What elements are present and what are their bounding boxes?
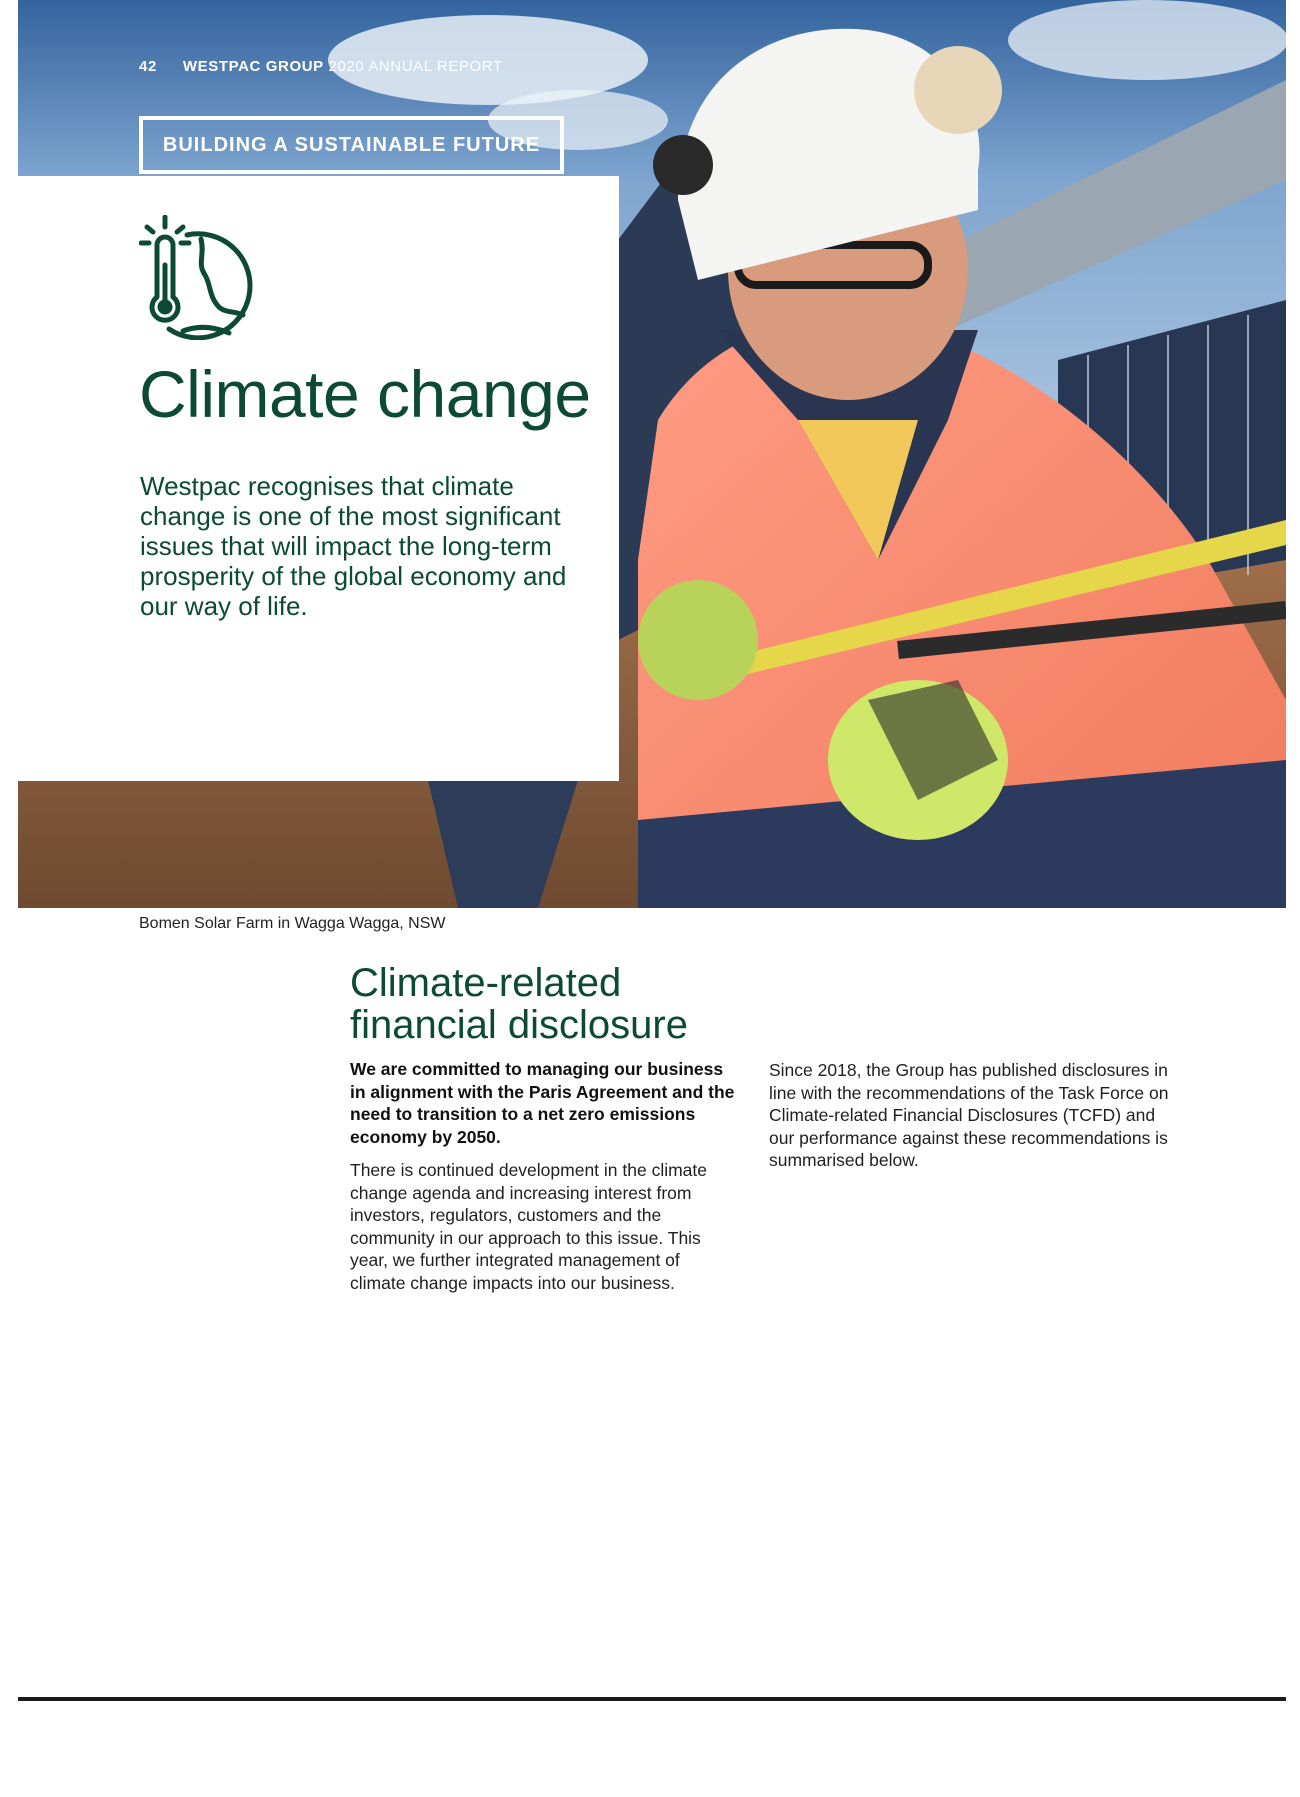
body-paragraph-left: There is continued development in the climate change agenda and increasing interest from investors, regulators, customers and the community in our approach to this issue. This year, we further integrated management of climate change impacts into our business. — [350, 1160, 708, 1293]
page-title: Climate change — [139, 357, 591, 431]
section-tag: BUILDING A SUSTAINABLE FUTURE — [139, 116, 564, 174]
section-heading-line2: financial disclosure — [350, 1003, 688, 1047]
left-column — [350, 1058, 735, 1294]
report-title: 2020 ANNUAL REPORT — [328, 58, 503, 75]
photo-caption: Bomen Solar Farm in Wagga Wagga, NSW — [139, 915, 446, 932]
right-column — [769, 1059, 1169, 1172]
brand-name: WESTPAC GROUP — [182, 58, 324, 75]
section-heading — [350, 962, 688, 1046]
section-heading-line1: Climate-related — [350, 961, 622, 1005]
lead-paragraph: We are committed to managing our business in alignment with the Paris Agreement and the need to transition to a net zero emissions economy by 2050. — [350, 1059, 735, 1147]
intro-text: Westpac recognises that climate change is one of the most significant issues that will impact the long-term prosperity of the global economy and our way of life. — [140, 471, 567, 621]
body-paragraph-right: Since 2018, the Group has published disclosures in line with the recommendations of the Task Force on Climate-related Financial Disclosures (TCFD) and our performance against these recommendations is summarised below. — [769, 1060, 1169, 1170]
bottom-rule — [18, 1697, 1286, 1701]
thermometer-globe-icon — [139, 215, 259, 340]
running-header — [139, 58, 503, 75]
page-number: 42 — [139, 58, 157, 75]
